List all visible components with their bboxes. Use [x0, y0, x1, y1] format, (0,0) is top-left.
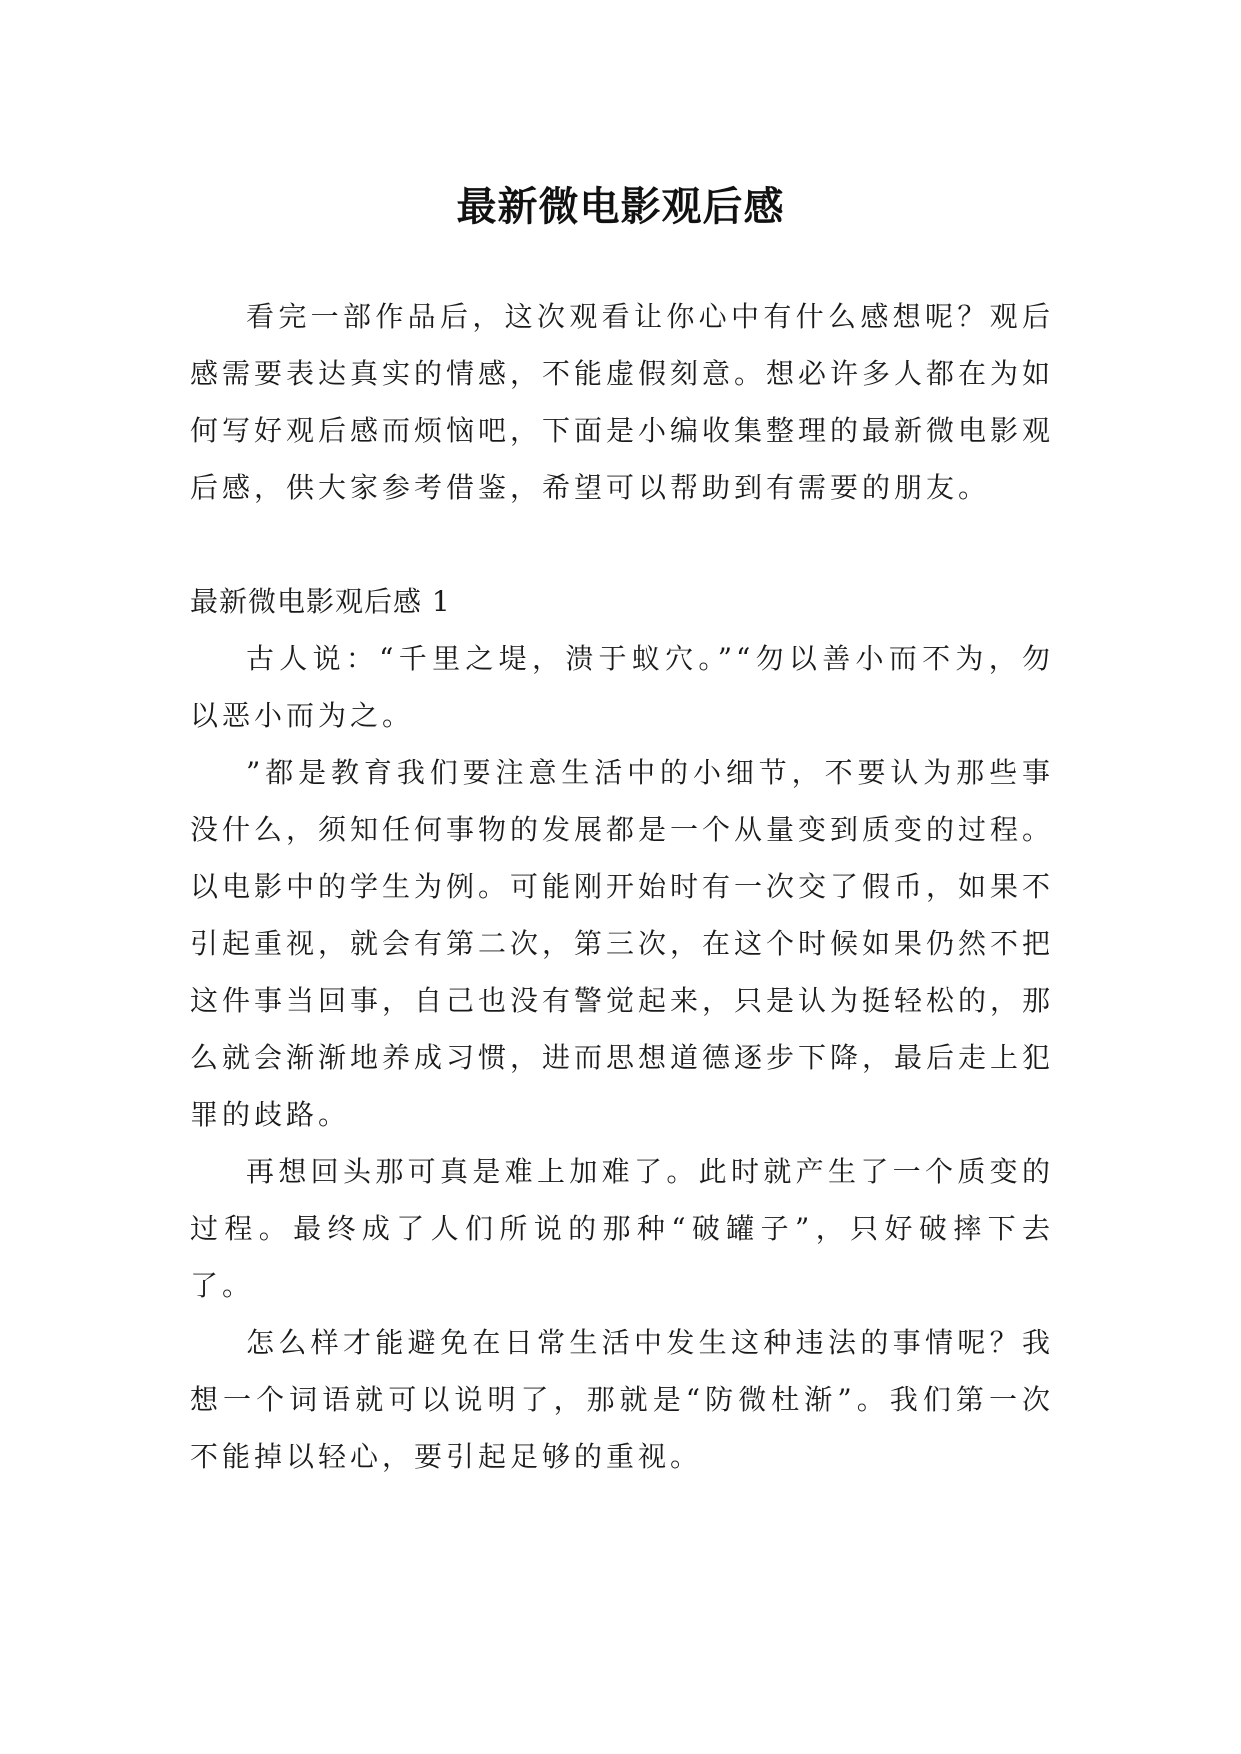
page-title: 最新微电影观后感: [456, 182, 785, 230]
body-paragraph-1: 古人说：“千里之堤，溃于蚁穴。”“勿以善小而不为，勿以恶小而为之。: [190, 642, 1054, 732]
document-body: [190, 288, 1054, 1485]
body-paragraph-3: 再想回头那可真是难上加难了。此时就产生了一个质变的过程。最终成了人们所说的那种“破罐子”，只好破摔下去了。: [190, 1155, 1054, 1302]
body-paragraph-2: ”都是教育我们要注意生活中的小细节，不要认为那些事没什么，须知任何事物的发展都是一个从量变到质变的过程。以电影中的学生为例。可能刚开始时有一次交了假币，如果不引起重视，就会有第二次，第三次，在这个时候如果仍然不把这件事当回事，自己也没有警觉起来，只是认为挺轻松的，那么就会渐渐地养成习惯，进而思想道德逐步下降，最后走上犯罪的歧路。: [190, 756, 1055, 1131]
intro-paragraph: 看完一部作品后，这次观看让你心中有什么感想呢？观后感需要表达真实的情感，不能虚假刻意。想必许多人都在为如何写好观后感而烦恼吧，下面是小编收集整理的最新微电影观后感，供大家参考借鉴，希望可以帮助到有需要的朋友。: [190, 300, 1055, 504]
section-heading: 最新微电影观后感 1: [190, 585, 451, 618]
body-paragraph-4: 怎么样才能避免在日常生活中发生这种违法的事情呢？我想一个词语就可以说明了，那就是“防微杜渐”。我们第一次不能掉以轻心，要引起足够的重视。: [190, 1326, 1054, 1473]
